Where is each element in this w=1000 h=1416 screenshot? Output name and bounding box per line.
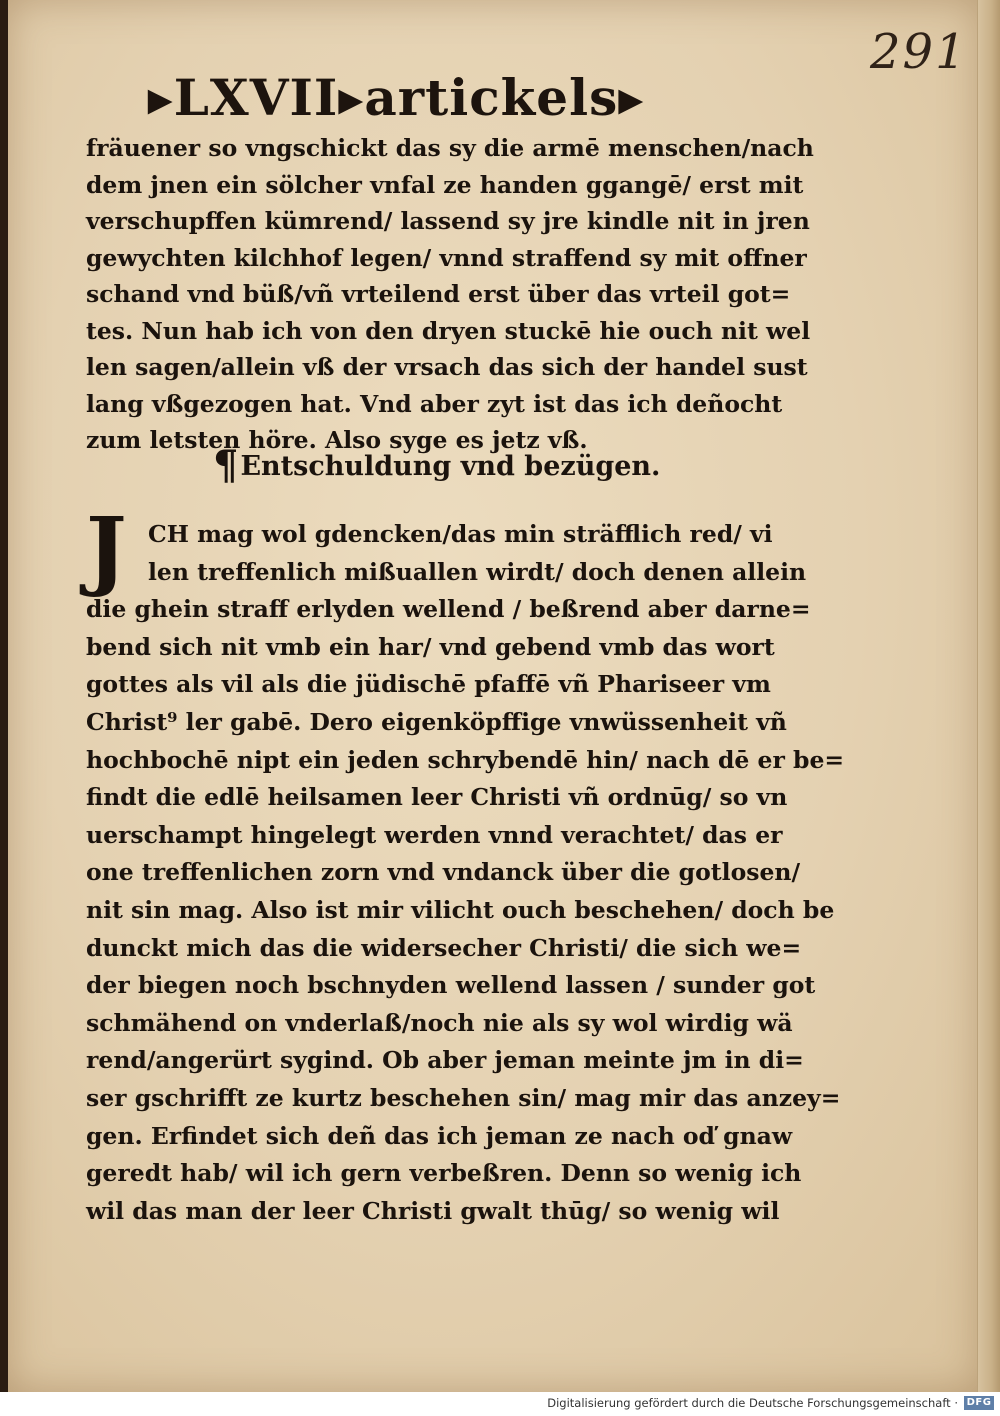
- dfg-logo-icon: DFG: [964, 1396, 994, 1410]
- initial-block: [86, 499, 807, 600]
- text-line: Christ⁹ ler gabē. Dero eigenköpffige vnwüssenheit vñ: [86, 707, 787, 736]
- section-heading-text: Entschuldung vnd bezügen.: [240, 451, 661, 482]
- text-line: gewychten kilchhof legen/ vnnd straffend sy mit offner: [86, 243, 807, 272]
- text-line: wil das man der leer Christi gwalt thūg/ so wenig wil: [86, 1196, 780, 1225]
- footer-bar: [0, 1392, 1000, 1416]
- text-line: verschupffen kümrend/ lassend sy jre kindle nit in jren: [86, 207, 810, 235]
- funding-credit: Digitalisierung gefördert durch die Deutsche Forschungsgemeinschaft ·: [547, 1396, 958, 1410]
- text-line: tes. Nun hab ich von den dryen stuckē hie ouch nit wel: [86, 316, 811, 345]
- text-line: gottes als vil als die jüdischē pfaffē vñ Phariseer vm: [86, 670, 771, 699]
- paper-leaf: [8, 0, 980, 1392]
- text-line: zum letsten höre. Also syge es jetz vß.: [86, 426, 588, 454]
- text-line: one treffenlichen zorn vnd vndanck über die gotlosen/: [86, 858, 801, 887]
- text-line: dem jnen ein sölcher vnfal ze handen ggangē/ erst mit: [86, 170, 804, 199]
- text-line: nit sin mag. Also ist mir vilicht ouch beschehen/ doch be: [86, 895, 835, 924]
- text-line: bend sich nit vmb ein har/ vnd gebend vmb das wort: [86, 632, 775, 661]
- text-line: dunckt mich das die widersecher Christi/ die sich we=: [86, 933, 802, 962]
- decorated-initial: J: [86, 499, 127, 600]
- text-line: len treffenlich mißuallen wirdt/ doch denen allein: [148, 557, 807, 586]
- text-line: der biegen noch bschnyden wellend lassen / sunder got: [86, 971, 816, 1000]
- paragraph-1: [86, 130, 814, 459]
- text-line: ser gschrifft ze kurtz beschehen sin/ mag mir das anzey=: [86, 1083, 841, 1112]
- folio-number: 291: [870, 24, 968, 80]
- text-line: geredt hab/ wil ich gern verbeßren. Denn so wenig ich: [86, 1159, 802, 1188]
- text-line: schand vnd büß/vñ vrteilend erst über das vrteil got=: [86, 280, 791, 308]
- text-line: gen. Erfindet sich deñ das ich jeman ze nach oď gnaw: [86, 1121, 793, 1150]
- text-line: fräuener so vngschickt das sy die armē menschen/nach: [86, 134, 814, 162]
- paragraph-2: [86, 499, 845, 1230]
- text-line: lang vßgezogen hat. Vnd aber zyt ist das ich deñocht: [86, 389, 783, 418]
- text-line: schmähend on vnderlaß/noch nie als sy wol wirdig wä: [86, 1008, 793, 1037]
- pilcrow-mark: ¶: [213, 442, 239, 489]
- text-line: rend/angerürt sygind. Ob aber jeman meinte jm in di=: [86, 1046, 804, 1075]
- text-line: die ghein straff erlyden wellend / beßrend aber darne=: [86, 595, 811, 624]
- text-line: findt die edlē heilsamen leer Christi vñ ordnūg/ so vn: [86, 783, 788, 812]
- page-edge: [977, 0, 1000, 1392]
- section-heading: [213, 442, 661, 489]
- text-line: len sagen/allein vß der vrsach das sich der handel sust: [86, 353, 808, 381]
- text-line: hochbochē nipt ein jeden schrybendē hin/ nach dē er be=: [86, 745, 845, 774]
- running-head: ▸LXVII▸artickels▸: [147, 68, 645, 127]
- text-line: CH mag wol gdencken/das min sträfflich red/ vi: [148, 520, 773, 548]
- text-line: uerschampt hingelegt werden vnnd verachtet/ das er: [86, 820, 783, 849]
